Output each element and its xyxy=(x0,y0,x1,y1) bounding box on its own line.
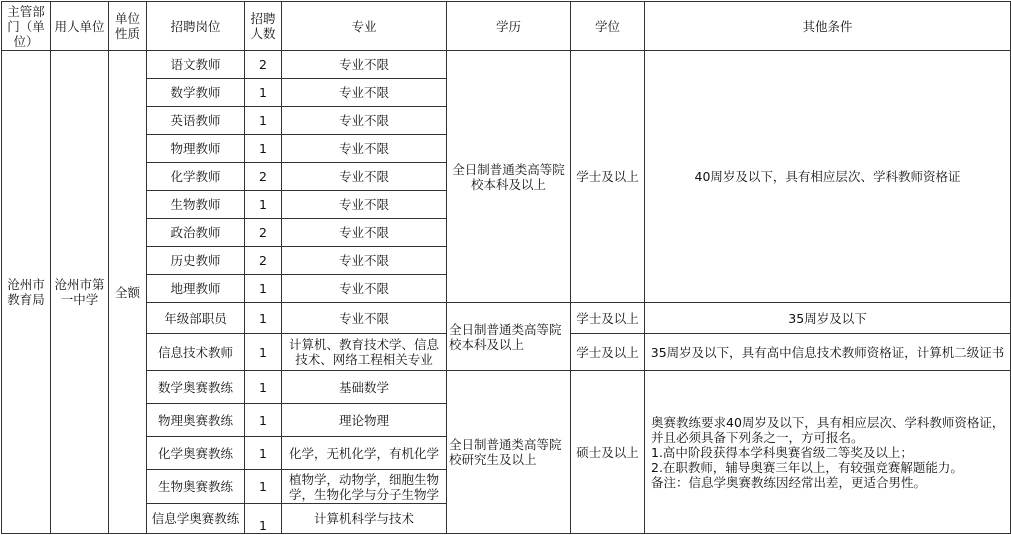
table-row xyxy=(2,51,1011,79)
count-cell: 1 xyxy=(245,79,282,107)
position-cell: 数学奥赛教练 xyxy=(147,371,245,404)
count-cell: 1 xyxy=(245,135,282,163)
major-cell: 专业不限 xyxy=(282,79,447,107)
major-cell: 专业不限 xyxy=(282,275,447,303)
major-cell: 专业不限 xyxy=(282,303,447,334)
count-cell: 1 xyxy=(245,334,282,371)
other-conditions-cell: 35周岁及以下 xyxy=(645,303,1011,334)
count-cell: 2 xyxy=(245,51,282,79)
position-cell: 化学奥赛教练 xyxy=(147,437,245,470)
count-cell: 1 xyxy=(245,504,282,534)
position-cell: 年级部职员 xyxy=(147,303,245,334)
count-cell: 2 xyxy=(245,163,282,191)
major-cell: 专业不限 xyxy=(282,163,447,191)
header-education: 学历 xyxy=(447,2,571,51)
nature-cell: 全额 xyxy=(109,51,147,534)
position-cell: 信息学奥赛教练 xyxy=(147,504,245,534)
header-nature: 单位性质 xyxy=(109,2,147,51)
major-cell: 专业不限 xyxy=(282,219,447,247)
position-cell: 物理教师 xyxy=(147,135,245,163)
position-cell: 生物教师 xyxy=(147,191,245,219)
count-cell: 1 xyxy=(245,275,282,303)
degree-cell: 学士及以上 xyxy=(571,303,645,334)
header-row xyxy=(2,2,1011,51)
position-cell: 数学教师 xyxy=(147,79,245,107)
header-unit: 用人单位 xyxy=(51,2,109,51)
table-row xyxy=(2,303,1011,334)
education-cell: 全日制普通类高等院校本科及以上 xyxy=(447,303,571,371)
major-cell: 化学，无机化学，有机化学 xyxy=(282,437,447,470)
position-cell: 化学教师 xyxy=(147,163,245,191)
major-cell: 专业不限 xyxy=(282,191,447,219)
count-cell: 1 xyxy=(245,371,282,404)
major-cell: 专业不限 xyxy=(282,107,447,135)
count-cell: 1 xyxy=(245,303,282,334)
degree-cell: 学士及以上 xyxy=(571,51,645,303)
count-cell: 1 xyxy=(245,404,282,437)
major-cell: 专业不限 xyxy=(282,247,447,275)
education-cell: 全日制普通类高等院校研究生及以上 xyxy=(447,371,571,534)
education-cell: 全日制普通类高等院校本科及以上 xyxy=(447,51,571,303)
position-cell: 英语教师 xyxy=(147,107,245,135)
other-conditions-cell: 奥赛教练要求40周岁及以下，具有相应层次、学科教师资格证，并且必须具备下列条之一，方可报名。 1.高中阶段获得本学科奥赛省级二等奖及以上； 2.在职教师，辅导奥赛三年以上，有较强竞赛解题能力。 备注：信息学奥赛教练因经常出差，更适合男性。 xyxy=(645,371,1011,534)
count-cell: 1 xyxy=(245,470,282,504)
major-cell: 专业不限 xyxy=(282,135,447,163)
major-cell: 计算机科学与技术 xyxy=(282,504,447,534)
position-cell: 历史教师 xyxy=(147,247,245,275)
major-cell: 计算机、教育技术学、信息技术、网络工程相关专业 xyxy=(282,334,447,371)
major-cell: 专业不限 xyxy=(282,51,447,79)
header-position: 招聘岗位 xyxy=(147,2,245,51)
recruitment-table xyxy=(1,1,1011,534)
header-count: 招聘人数 xyxy=(245,2,282,51)
position-cell: 地理教师 xyxy=(147,275,245,303)
major-cell: 植物学，动物学，细胞生物学，生物化学与分子生物学 xyxy=(282,470,447,504)
other-conditions-cell: 35周岁及以下，具有高中信息技术教师资格证，计算机二级证书 xyxy=(645,334,1011,371)
count-cell: 1 xyxy=(245,107,282,135)
major-cell: 理论物理 xyxy=(282,404,447,437)
position-cell: 生物奥赛教练 xyxy=(147,470,245,504)
major-cell: 基础数学 xyxy=(282,371,447,404)
count-cell: 2 xyxy=(245,219,282,247)
header-other: 其他条件 xyxy=(645,2,1011,51)
position-cell: 政治教师 xyxy=(147,219,245,247)
table-row xyxy=(2,371,1011,404)
degree-cell: 学士及以上 xyxy=(571,334,645,371)
degree-cell: 硕士及以上 xyxy=(571,371,645,534)
header-degree: 学位 xyxy=(571,2,645,51)
count-cell: 2 xyxy=(245,247,282,275)
header-major: 专业 xyxy=(282,2,447,51)
position-cell: 语文教师 xyxy=(147,51,245,79)
count-cell: 1 xyxy=(245,437,282,470)
header-dept: 主管部门（单位） xyxy=(2,2,51,51)
position-cell: 物理奥赛教练 xyxy=(147,404,245,437)
dept-cell: 沧州市教育局 xyxy=(2,51,51,534)
position-cell: 信息技术教师 xyxy=(147,334,245,371)
other-conditions-cell: 40周岁及以下，具有相应层次、学科教师资格证 xyxy=(645,51,1011,303)
count-cell: 1 xyxy=(245,191,282,219)
unit-cell: 沧州市第一中学 xyxy=(51,51,109,534)
